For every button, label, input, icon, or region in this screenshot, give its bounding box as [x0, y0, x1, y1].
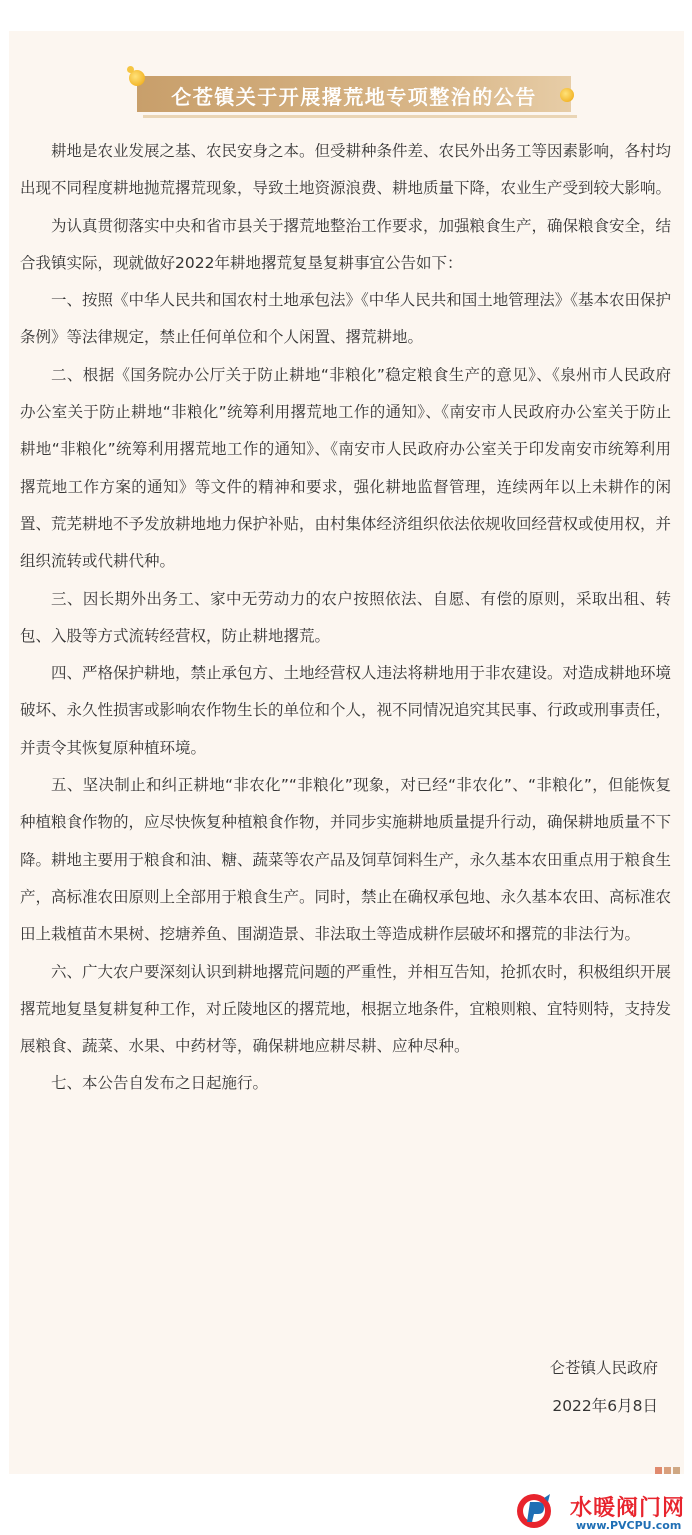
- title-bar: [137, 76, 571, 112]
- paragraph: 耕地是农业发展之基、农民安身之本。但受耕种条件差、农民外出务工等因素影响，各村均出现不同程度耕地抛荒撂荒现象，导致土地资源浪费、耕地质量下降，农业生产受到较大影响。: [20, 142, 672, 198]
- decorative-dots: [653, 1459, 680, 1467]
- paragraph: 一、按照《中华人民共和国农村土地承包法》《中华人民共和国土地管理法》《基本农田保护条例》等法律规定，禁止任何单位和个人闲置、撂荒耕地。: [20, 291, 672, 347]
- title-banner: [127, 66, 577, 116]
- gold-coin-icon-right: [560, 88, 574, 102]
- paragraph: 为认真贯彻落实中央和省市县关于撂荒地整治工作要求，加强粮食生产，确保粮食安全，结合我镇实际，现就做好2022年耕地撂荒复垦复耕事宜公告如下：: [20, 216, 672, 272]
- paragraph: 七、本公告自发布之日起施行。: [51, 1074, 269, 1093]
- signature-org: 仑苍镇人民政府: [549, 1359, 658, 1377]
- watermark-name: 水暖阀门网: [570, 1496, 686, 1521]
- watermark: [514, 1488, 692, 1535]
- dot-icon: [673, 1467, 680, 1474]
- page-title: 仑苍镇关于开展撂荒地专项整治的公告: [171, 85, 537, 109]
- dot-icon: [655, 1467, 662, 1474]
- gold-coin-small-icon: [127, 66, 134, 73]
- paragraph: 六、广大农户要深刻认识到耕地撂荒问题的严重性，并相互告知，抢抓农时，积极组织开展撂荒地复垦复耕复种工作，对丘陵地区的撂荒地，根据立地条件，宜粮则粮、宜特则特，支持发展粮食、蔬菜、水果、中药材等，确保耕地应耕尽耕、应种尽种。: [20, 962, 672, 1056]
- paragraph: 三、因长期外出务工、家中无劳动力的农户按照依法、自愿、有偿的原则，采取出租、转包、入股等方式流转经营权，防止耕地撂荒。: [20, 589, 671, 645]
- paragraph: 五、坚决制止和纠正耕地“非农化”“非粮化”现象，对已经“非农化”、“非粮化”，但能恢复种植粮食作物的，应尽快恢复种植粮食作物，并同步实施耕地质量提升行动，确保耕地质量不下降。耕地主要用于粮食和油、糖、蔬菜等农产品及饲草饲料生产，永久基本农田重点用于粮食生产，高标准农田原则上全部用于粮食生产。同时，禁止在确权承包地、永久基本农田、高标准农田上栽植苗木果树、挖塘养鱼、围湖造景、非法取土等造成耕作层破坏和撂荒的非法行为。: [20, 776, 672, 944]
- watermark-url: www.PVCPU.com: [576, 1519, 682, 1532]
- dot-icon: [664, 1467, 671, 1474]
- paragraph: 二、根据《国务院办公厅关于防止耕地“非粮化”稳定粮食生产的意见》、《泉州市人民政府办公室关于防止耕地“非粮化”统筹利用撂荒地工作的通知》、《南安市人民政府办公室关于防止耕地“非粮化”统筹利用撂荒地工作的通知》、《南安市人民政府办公室关于印发南安市统筹利用撂荒地工作方案的通知》等文件的精神和要求，强化耕地监督管理，连续两年以上未耕作的闲置、荒芜耕地不予发放耕地地力保护补贴，由村集体经济组织依法依规收回经营权或使用权，并组织流转或代耕代种。: [20, 365, 672, 571]
- pv-logo-icon: [514, 1490, 558, 1532]
- notice-body: [20, 133, 671, 1103]
- signature-date: 2022年6月8日: [552, 1397, 658, 1415]
- paragraph: 四、严格保护耕地，禁止承包方、土地经营权人违法将耕地用于非农建设。对造成耕地环境破坏、永久性损害或影响农作物生长的单位和个人，视不同情况追究其民事、行政或刑事责任，并责令其恢复原种植环境。: [20, 664, 672, 757]
